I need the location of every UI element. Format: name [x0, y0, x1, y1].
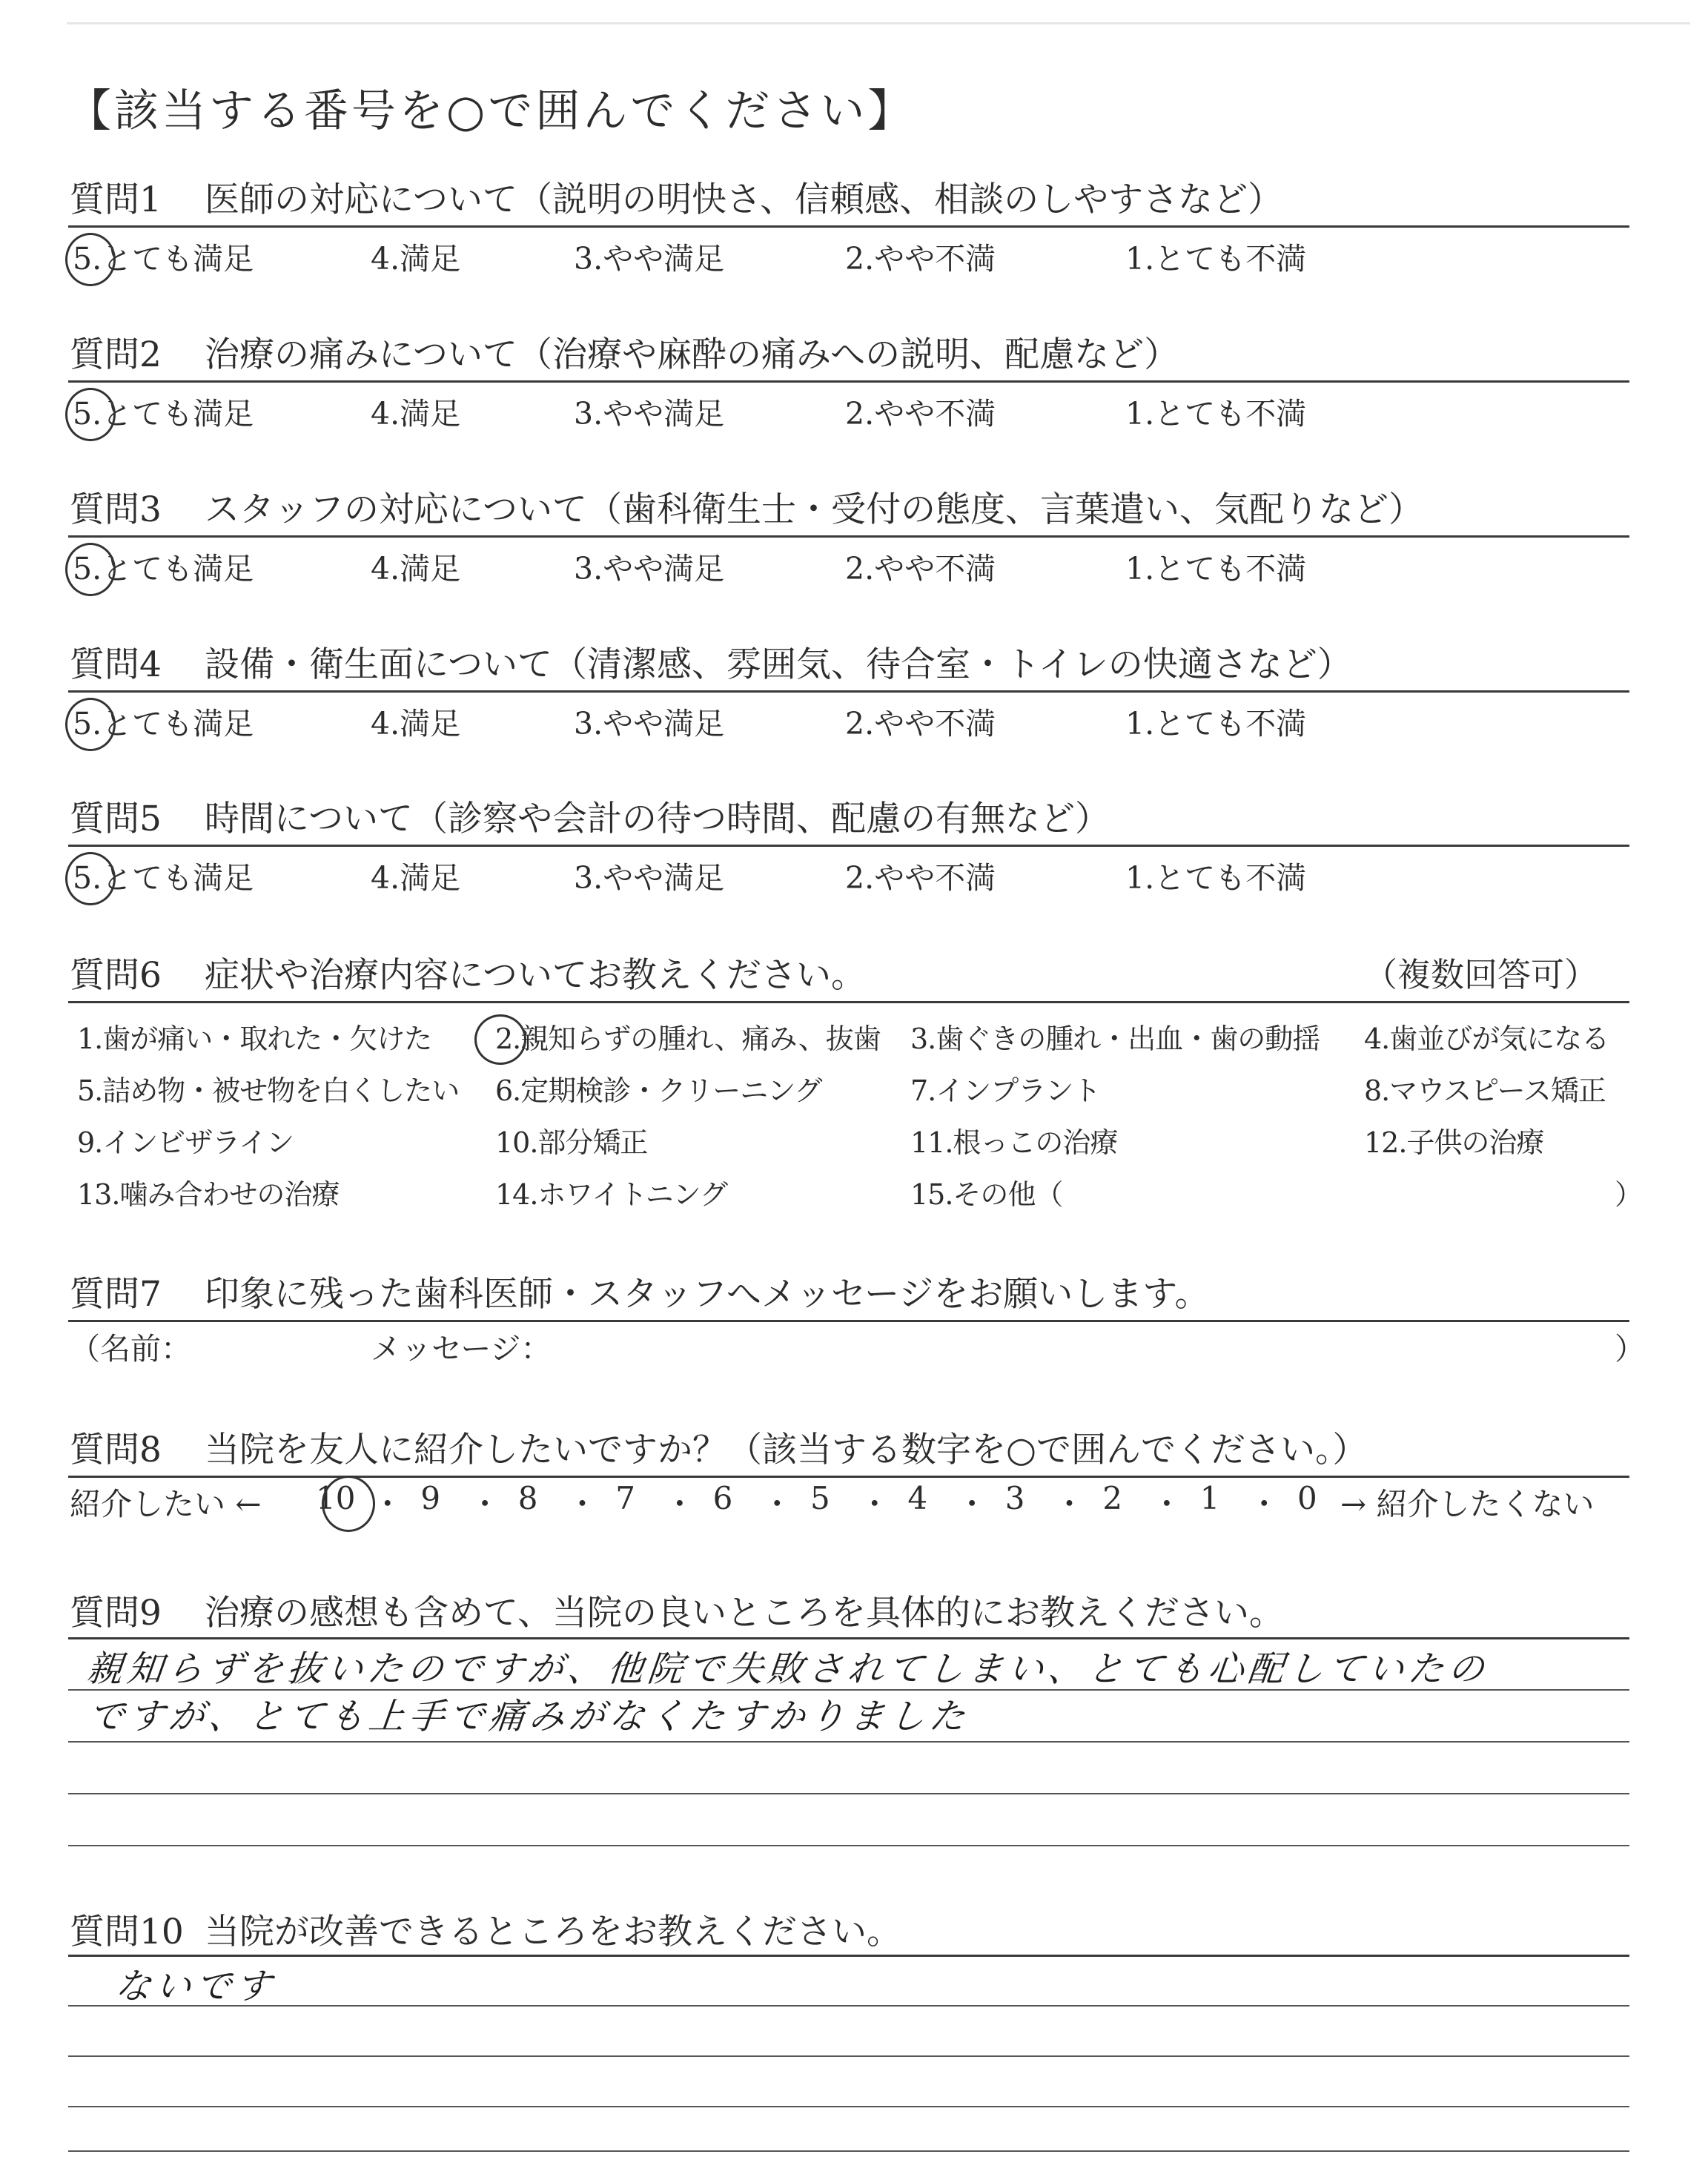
question-text: 治療の痛みについて（治療や麻酔の痛みへの説明、配慮など）	[205, 334, 1179, 375]
rating-option[interactable]: 3.やや満足	[574, 551, 725, 587]
handwritten-answer: ですが、とても上手で痛みがなくたすかりました	[86, 1696, 972, 1737]
rating-option[interactable]: 4.満足	[371, 396, 461, 432]
rating-option[interactable]: 1.とても不満	[1125, 706, 1307, 742]
scale-number[interactable]: 8	[517, 1480, 538, 1516]
scale-number[interactable]: 5	[810, 1480, 830, 1516]
scale-separator: ・	[469, 1486, 501, 1522]
question-number: 質問9	[70, 1593, 162, 1634]
scale-separator: ・	[1053, 1486, 1085, 1522]
multiple-answers-note: （複数回答可）	[1364, 955, 1598, 994]
answer-circle-mark	[65, 388, 116, 441]
rating-option[interactable]: 2.やや不満	[845, 396, 996, 432]
question-text: 医師の対応について（説明の明快さ、信頼感、相談のしやすさなど）	[205, 179, 1283, 220]
scale-number[interactable]: 10	[316, 1480, 356, 1516]
rating-option[interactable]: 2.やや不満	[845, 551, 996, 587]
question-underline	[68, 1001, 1629, 1003]
question-number: 質問10	[70, 1912, 184, 1952]
answer-circle-mark	[65, 233, 116, 286]
symptom-option[interactable]: ）	[1615, 1178, 1643, 1211]
scale-number[interactable]: 7	[615, 1480, 635, 1516]
answer-circle-mark	[65, 543, 116, 596]
scale-number[interactable]: 6	[712, 1480, 733, 1516]
question-9-title	[70, 1585, 1284, 1635]
question-number: 質問7	[70, 1274, 162, 1315]
scale-separator: ・	[761, 1486, 793, 1522]
symptom-option[interactable]: 12.子供の治療	[1364, 1126, 1544, 1159]
answer-line	[68, 1793, 1629, 1794]
scale-separator: ・	[371, 1486, 403, 1522]
symptom-option[interactable]: 9.インビザライン	[77, 1126, 294, 1159]
question-underline	[68, 845, 1629, 847]
scale-number[interactable]: 9	[420, 1480, 441, 1516]
scale-number[interactable]: 3	[1004, 1480, 1025, 1516]
scale-number[interactable]: 0	[1297, 1480, 1317, 1516]
scale-separator: ・	[956, 1486, 988, 1522]
question-text: 設備・衛生面について（清潔感、雰囲気、待合室・トイレの快適さなど）	[205, 644, 1352, 685]
message-field-label[interactable]: メッセージ：	[371, 1331, 552, 1367]
question-number: 質問3	[70, 489, 162, 530]
answer-line	[68, 1637, 1629, 1639]
question-3-title	[70, 482, 1423, 532]
scan-edge-line	[67, 22, 1690, 24]
question-number: 質問1	[70, 179, 162, 220]
rating-option[interactable]: 4.満足	[371, 551, 461, 587]
symptom-option[interactable]: 15.その他（	[910, 1178, 1063, 1211]
rating-option[interactable]: 5.とても満足	[73, 551, 254, 587]
symptom-option[interactable]: 2.親知らずの腫れ、痛み、抜歯	[495, 1023, 881, 1055]
question-underline	[68, 535, 1629, 538]
scale-right-label: → 紹介したくない	[1340, 1486, 1595, 1522]
answer-line	[68, 2055, 1629, 2057]
scale-left-label: 紹介したい ←	[70, 1486, 262, 1522]
answer-line	[68, 1741, 1629, 1743]
question-text: 時間について（診察や会計の待つ時間、配慮の有無など）	[205, 799, 1110, 839]
symptom-option[interactable]: 7.インプラント	[910, 1074, 1101, 1107]
question-10-title	[70, 1904, 901, 1954]
rating-option[interactable]: 5.とても満足	[73, 706, 254, 742]
scale-number[interactable]: 1	[1199, 1480, 1220, 1516]
scale-separator: ・	[566, 1486, 598, 1522]
handwritten-answer: ないです	[113, 1966, 278, 2007]
rating-option[interactable]: 4.満足	[371, 241, 461, 277]
answer-circle-mark	[65, 852, 116, 905]
question-text: 当院を友人に紹介したいですか？（該当する数字を○で囲んでください。）	[205, 1430, 1368, 1470]
symptom-option[interactable]: 4.歯並びが気になる	[1364, 1023, 1609, 1055]
answer-line	[68, 2106, 1629, 2107]
symptom-option[interactable]: 3.歯ぐきの腫れ・出血・歯の動揺	[910, 1023, 1320, 1055]
rating-option[interactable]: 2.やや不満	[845, 860, 996, 896]
question-number: 質問5	[70, 799, 162, 839]
question-text: スタッフの対応について（歯科衛生士・受付の態度、言葉遣い、気配りなど）	[205, 489, 1424, 530]
question-2-title	[70, 327, 1179, 377]
question-7-title	[70, 1266, 1209, 1316]
symptom-option[interactable]: 13.噛み合わせの治療	[77, 1178, 340, 1211]
question-text: 当院が改善できるところをお教えください。	[205, 1912, 901, 1952]
scale-separator: ・	[1151, 1486, 1182, 1522]
symptom-option[interactable]: 6.定期検診・クリーニング	[495, 1074, 822, 1107]
symptom-option[interactable]: 5.詰め物・被せ物を白くしたい	[77, 1074, 460, 1107]
question-underline	[68, 1320, 1629, 1322]
rating-option[interactable]: 4.満足	[371, 706, 461, 742]
question-text: 治療の感想も含めて、当院の良いところを具体的にお教えください。	[205, 1593, 1285, 1634]
name-field-label[interactable]: （名前：	[70, 1331, 191, 1367]
question-underline	[68, 380, 1629, 383]
scale-separator: ・	[663, 1486, 695, 1522]
question-number: 質問8	[70, 1430, 162, 1470]
rating-option[interactable]: 4.満足	[371, 860, 461, 896]
rating-option[interactable]: 2.やや不満	[845, 706, 996, 742]
symptom-option[interactable]: 8.マウスピース矯正	[1364, 1074, 1606, 1107]
form-heading: 【該当する番号を○で囲んでください】	[67, 85, 916, 137]
symptom-option[interactable]: 11.根っこの治療	[910, 1126, 1118, 1159]
rating-option[interactable]: 1.とても不満	[1125, 396, 1307, 432]
rating-option[interactable]: 5.とても満足	[73, 241, 254, 277]
rating-option[interactable]: 3.やや満足	[574, 396, 725, 432]
scale-number[interactable]: 4	[907, 1480, 928, 1516]
rating-option[interactable]: 1.とても不満	[1125, 860, 1307, 896]
question-number: 質問6	[70, 955, 162, 996]
question-underline	[68, 1476, 1629, 1478]
question-8-title	[70, 1422, 1368, 1472]
scale-number[interactable]: 2	[1102, 1480, 1122, 1516]
closing-parenthesis: ）	[1615, 1331, 1645, 1367]
rating-option[interactable]: 5.とても満足	[73, 396, 254, 432]
handwritten-answer: 親知らずを抜いたのですが、他院で失敗されてしまい、とても心配していたの	[85, 1648, 1491, 1690]
rating-option[interactable]: 3.やや満足	[574, 706, 725, 742]
question-text: 印象に残った歯科医師・スタッフへメッセージをお願いします。	[205, 1274, 1210, 1315]
question-1-title	[70, 172, 1282, 222]
question-text: 症状や治療内容についてお教えください。	[205, 955, 867, 996]
symptom-option[interactable]: 14.ホワイトニング	[495, 1178, 728, 1211]
question-number: 質問4	[70, 644, 162, 685]
answer-line	[68, 2150, 1629, 2152]
answer-line	[68, 1845, 1629, 1846]
symptom-option[interactable]: 1.歯が痛い・取れた・欠けた	[77, 1023, 432, 1055]
question-number: 質問2	[70, 334, 162, 375]
answer-line	[68, 1955, 1629, 1957]
rating-option[interactable]: 3.やや満足	[574, 241, 725, 277]
question-6-title	[70, 948, 866, 997]
question-underline	[68, 690, 1629, 693]
answer-circle-mark	[474, 1014, 526, 1065]
scale-separator: ・	[858, 1486, 890, 1522]
answer-circle-mark	[322, 1476, 375, 1532]
question-underline	[68, 225, 1629, 228]
rating-option[interactable]: 5.とても満足	[73, 860, 254, 896]
rating-option[interactable]: 3.やや満足	[574, 860, 725, 896]
question-4-title	[70, 637, 1352, 687]
rating-option[interactable]: 1.とても不満	[1125, 241, 1307, 277]
scale-separator: ・	[1248, 1486, 1280, 1522]
question-5-title	[70, 791, 1110, 841]
rating-option[interactable]: 1.とても不満	[1125, 551, 1307, 587]
rating-option[interactable]: 2.やや不満	[845, 241, 996, 277]
symptom-option[interactable]: 10.部分矯正	[495, 1126, 648, 1159]
answer-circle-mark	[65, 698, 116, 751]
answer-line	[68, 2005, 1629, 2007]
